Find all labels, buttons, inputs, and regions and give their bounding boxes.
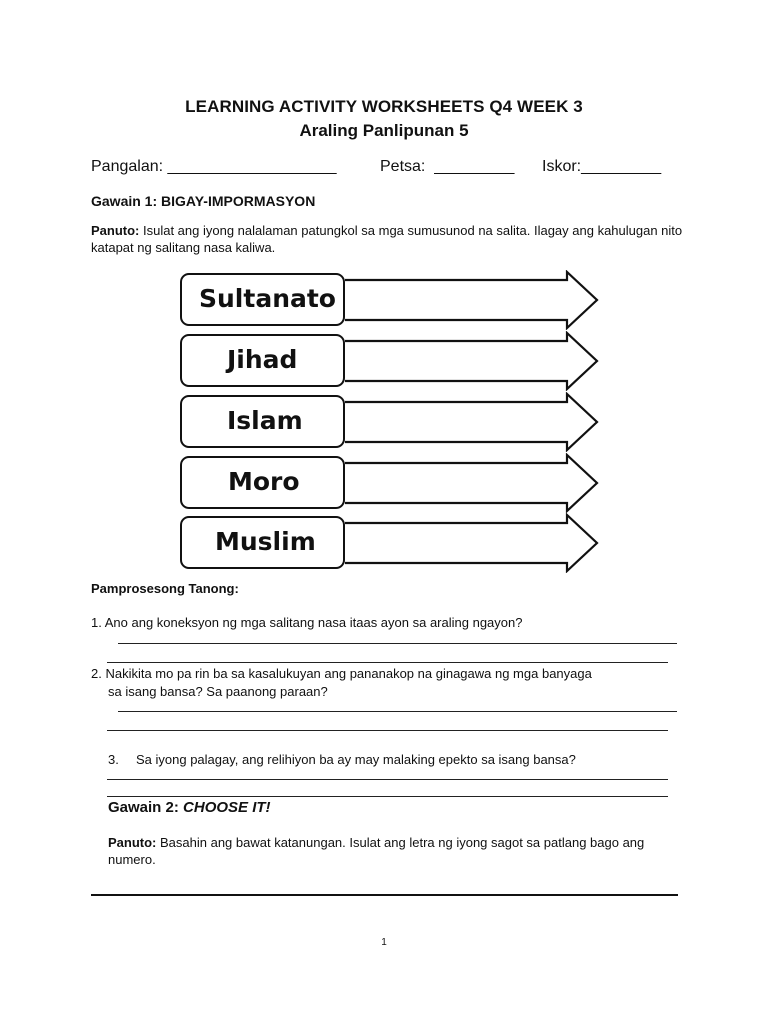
question-3: Sa iyong palagay, ang relihiyon ba ay may malaking epekto sa isang bansa? — [136, 752, 576, 767]
answer-line[interactable] — [118, 643, 677, 644]
activity1-heading — [91, 193, 315, 209]
answer-arrow[interactable] — [345, 331, 600, 391]
instructions-label: Panuto: — [108, 835, 157, 850]
word-box: Muslim — [180, 516, 345, 569]
activity2-instructions — [108, 834, 678, 868]
answer-line[interactable] — [107, 730, 668, 731]
answer-arrow[interactable] — [345, 453, 600, 513]
question-1: 1. Ano ang koneksyon ng mga salitang nasa itaas ayon sa araling ngayon? — [91, 615, 523, 630]
score-field-label: Iskor:_________ — [542, 158, 662, 175]
question-2: 2. Nakikita mo pa rin ba sa kasalukuyan ang pananakop na ginagawa ng mga banyaga — [91, 666, 592, 681]
section-divider — [91, 894, 678, 896]
question-3-number: 3. — [108, 752, 119, 767]
activity1-instructions — [91, 222, 691, 256]
answer-line[interactable] — [107, 662, 668, 663]
instructions-text: Isulat ang iyong nalalaman patungkol sa mga sumusunod na salita. Ilagay ang kahulugan nito katapat ng salitang nasa kaliwa. — [91, 223, 683, 255]
date-field-label: Petsa: _________ — [380, 158, 515, 175]
activity1-title: BIGAY-IMPORMASYON — [161, 193, 316, 209]
worksheet-title: LEARNING ACTIVITY WORKSHEETS Q4 WEEK 3 — [185, 97, 583, 116]
answer-line[interactable] — [107, 779, 668, 780]
activity2-label: Gawain 2: — [108, 799, 184, 816]
name-field-label: Pangalan: ___________________ — [91, 158, 337, 175]
processing-questions-heading: Pamprosesong Tanong: — [91, 581, 239, 596]
answer-line[interactable] — [107, 796, 668, 797]
answer-arrow[interactable] — [345, 392, 600, 452]
activity2-title: CHOOSE IT! — [183, 799, 271, 816]
activity1-label: Gawain 1: — [91, 193, 162, 209]
word-box: Moro — [180, 456, 345, 509]
word-box: Islam — [180, 395, 345, 448]
answer-arrow[interactable] — [345, 513, 600, 573]
answer-arrow[interactable] — [345, 270, 600, 330]
instructions-label: Panuto: — [91, 223, 140, 238]
instructions-text: Basahin ang bawat katanungan. Isulat ang letra ng iyong sagot sa patlang bago ang numero. — [108, 835, 645, 867]
word-box: Jihad — [180, 334, 345, 387]
page-number: 1 — [381, 937, 387, 948]
word-box: Sultanato — [180, 273, 345, 326]
subject-title: Araling Panlipunan 5 — [299, 121, 469, 140]
activity2-heading — [108, 799, 271, 816]
question-2-continued: sa isang bansa? Sa paanong paraan? — [108, 684, 328, 699]
answer-line[interactable] — [118, 711, 677, 712]
